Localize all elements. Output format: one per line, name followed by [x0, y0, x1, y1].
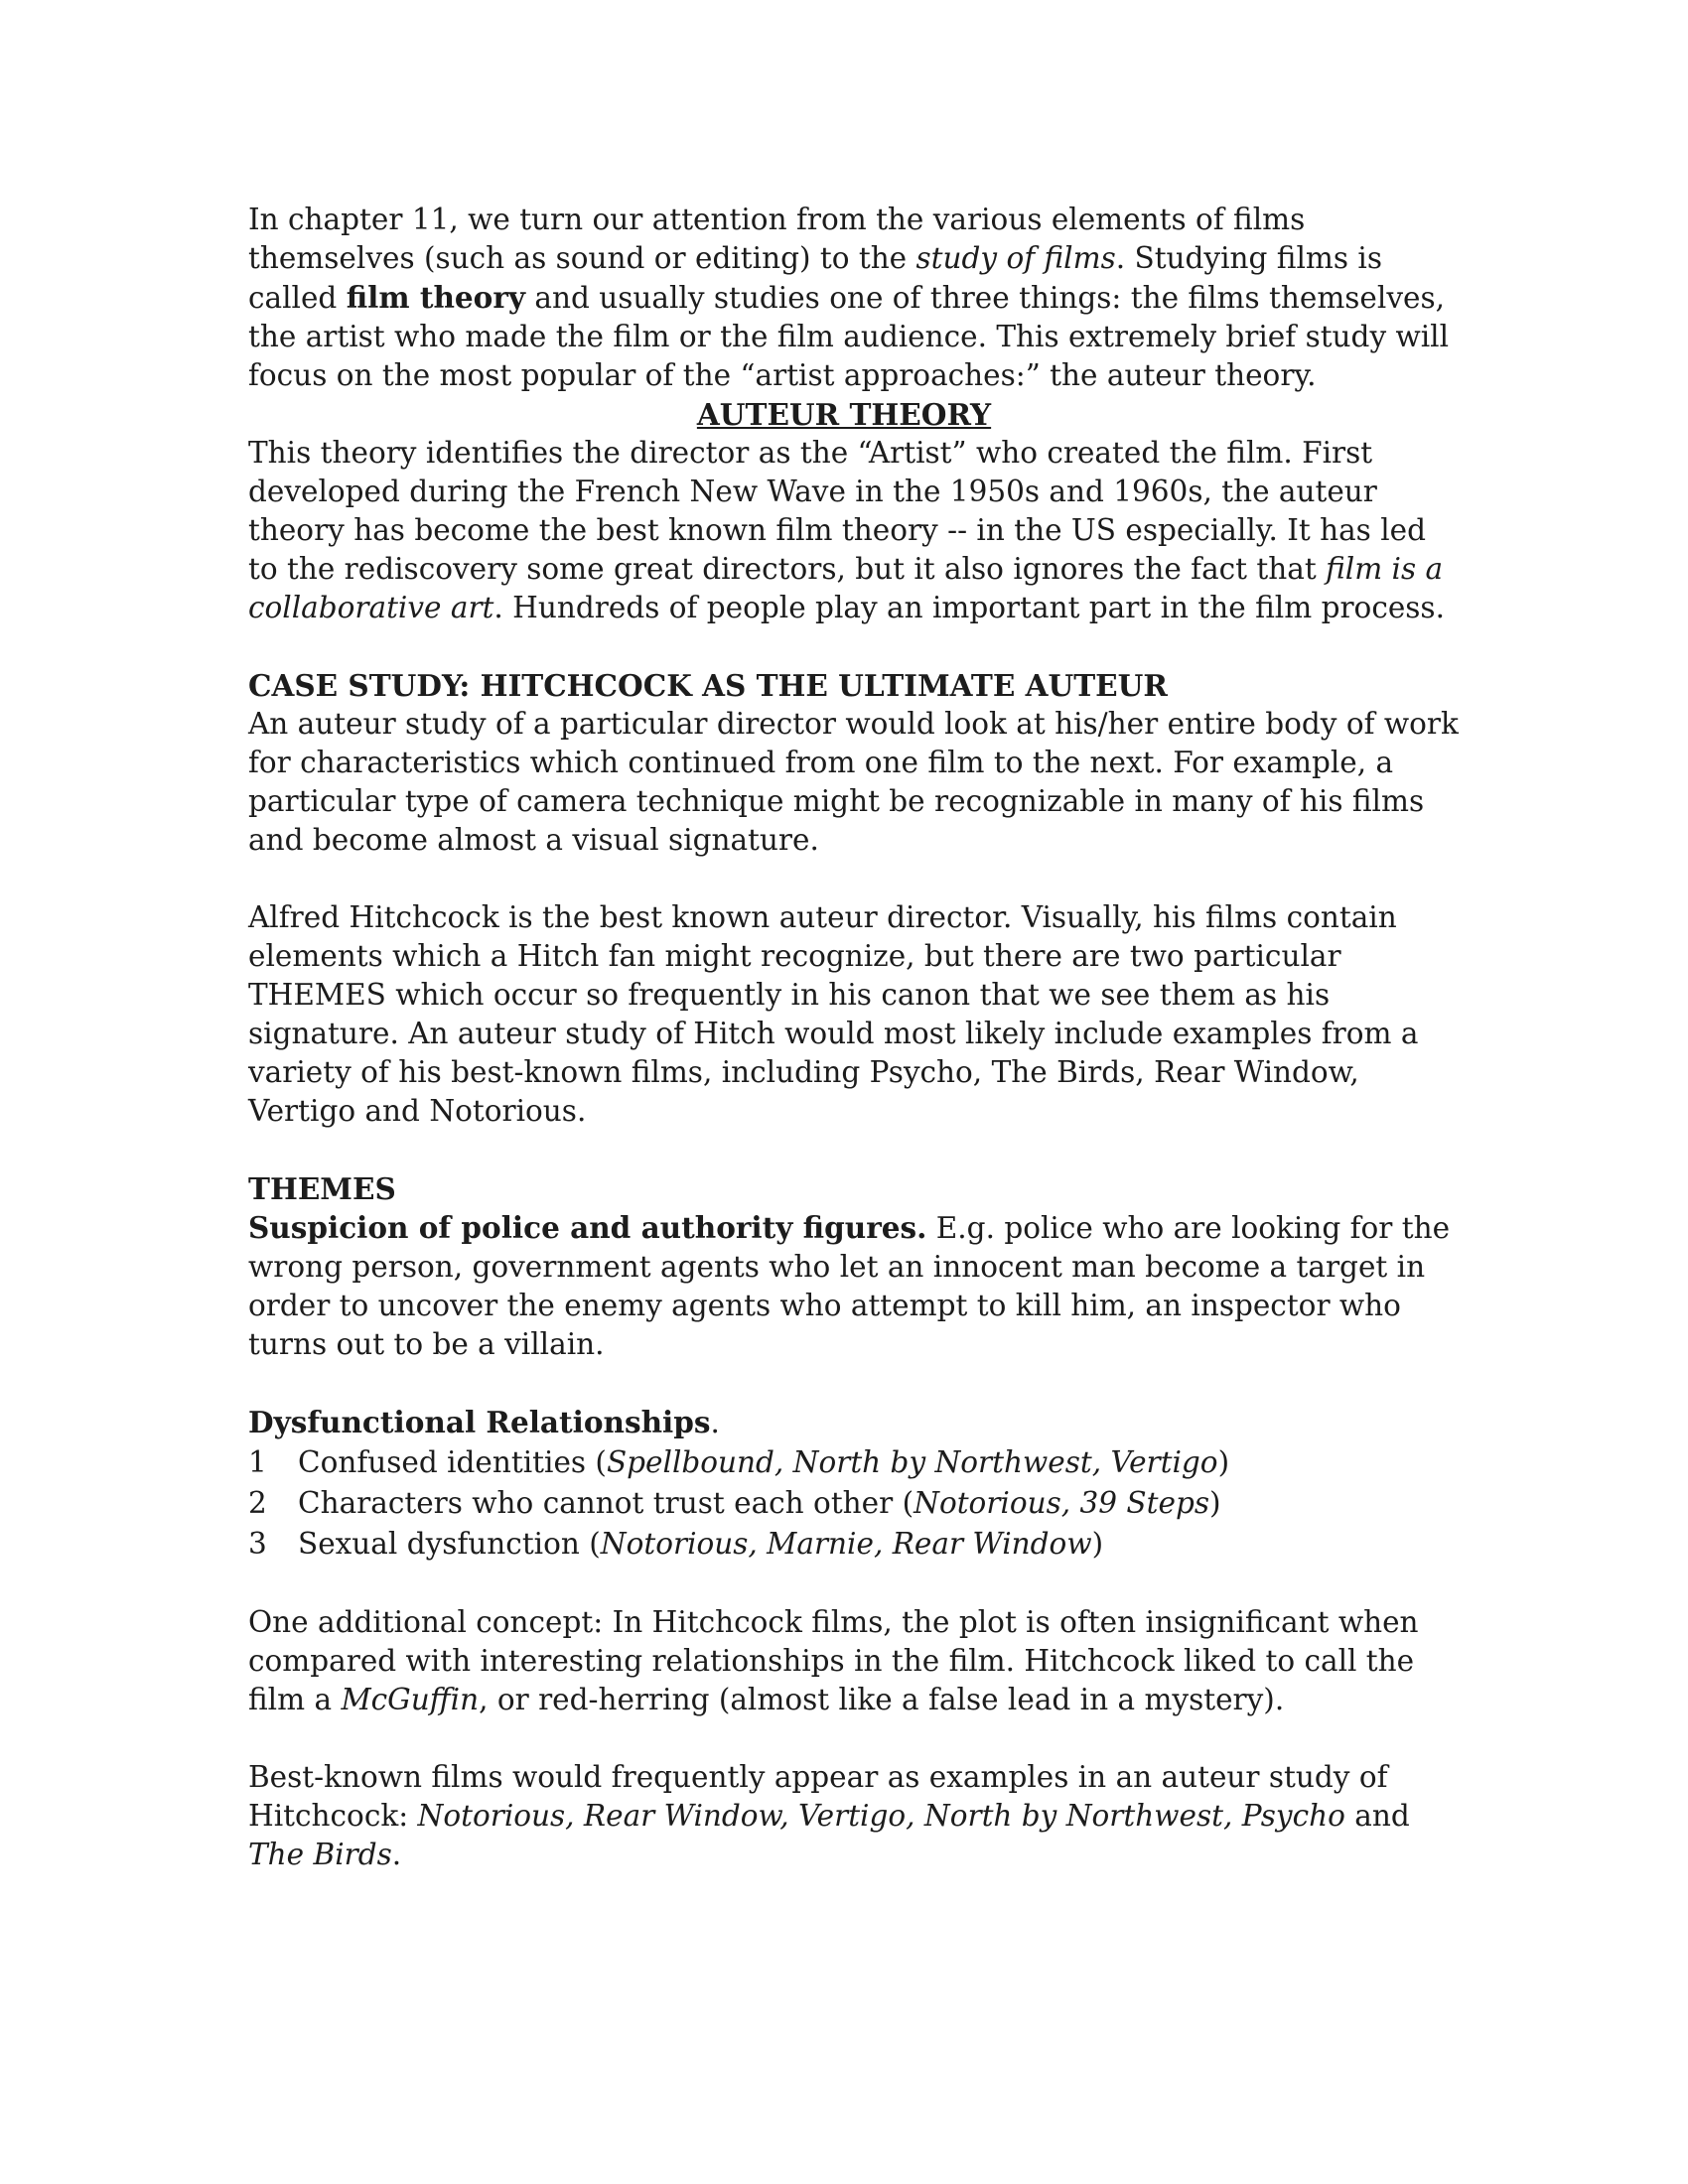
- document-page: [248, 201, 1460, 1874]
- best-known-paragraph: Best-known films would frequently appear as examples in an auteur study of Hitchcock: Notorious, Rear Window, Vertigo, North by Northwest, Psycho and The Birds.: [248, 1760, 1410, 1871]
- auteur-italic: film is a collaborative art: [248, 552, 1444, 624]
- mcguffin-term: McGuffin: [341, 1683, 480, 1716]
- list-number: 3: [248, 1527, 267, 1561]
- dysfunctional-heading-line: Dysfunctional Relationships.: [248, 1405, 720, 1439]
- auteur-paragraph: This theory identifies the director as the “Artist” who created the film. First developed during the French New Wave in the 1950s and 1960s, the auteur theory has become the best known film theory -- in the US especially. It has led to the rediscovery some great directors, but it also ignores the fact that film is a collaborative art. Hundreds of people play an important part in the film process.: [248, 436, 1445, 624]
- intro-paragraph: In chapter 11, we turn our attention from the various elements of films themselves (such as sound or editing) to the study of films. Studying films is called film theory and usually studies one of three things: the films themselves, the artist who made the film or the film audience. This extremely brief study will focus on the most popular of the “artist approaches:” the auteur theory.: [248, 203, 1450, 392]
- dysfunction-list: [248, 1442, 1460, 1565]
- suspicion-heading: Suspicion of police and authority figures.: [248, 1210, 927, 1245]
- suspicion-paragraph: Suspicion of police and authority figures. E.g. police who are looking for the wrong person, government agents who let an innocent man become a target in order to uncover the enemy agents who attempt to kill him, an inspector who turns out to be a villain.: [248, 1210, 1451, 1361]
- case-study-heading: CASE STUDY: HITCHCOCK AS THE ULTIMATE AUTEUR: [248, 668, 1168, 703]
- auteur-theory-heading: AUTEUR THEORY: [696, 397, 992, 432]
- intro-italic: study of films: [915, 241, 1116, 275]
- film-theory-term: film theory: [346, 280, 526, 315]
- dysfunctional-heading: Dysfunctional Relationships: [248, 1405, 711, 1439]
- case-study-paragraph-2: Alfred Hitchcock is the best known auteur director. Visually, his films contain elements which a Hitch fan might recognize, but there are two particular THEMES which occur so frequently in his canon that we see them as his signature. An auteur study of Hitch would most likely include examples from a variety of his best-known films, including Psycho, The Birds, Rear Window, Vertigo and Notorious.: [248, 900, 1419, 1128]
- list-item: 3 Sexual dysfunction (Notorious, Marnie, Rear Window): [248, 1524, 1460, 1565]
- list-number: 2: [248, 1486, 267, 1520]
- themes-heading: THEMES: [248, 1171, 396, 1206]
- case-study-paragraph-1: An auteur study of a particular director would look at his/her entire body of work for characteristics which continued from one film to the next. For example, a particular type of camera technique might be recognizable in many of his films and become almost a visual signature.: [248, 707, 1459, 857]
- list-item: 2 Characters who cannot trust each other (Notorious, 39 Steps): [248, 1483, 1460, 1524]
- list-item: 1 Confused identities (Spellbound, North by Northwest, Vertigo): [248, 1442, 1460, 1483]
- additional-concept-paragraph: One additional concept: In Hitchcock films, the plot is often insignificant when compared with interesting relationships in the film. Hitchcock liked to call the film a McGuffin, or red-herring (almost like a false lead in a mystery).: [248, 1605, 1419, 1716]
- list-number: 1: [248, 1445, 267, 1479]
